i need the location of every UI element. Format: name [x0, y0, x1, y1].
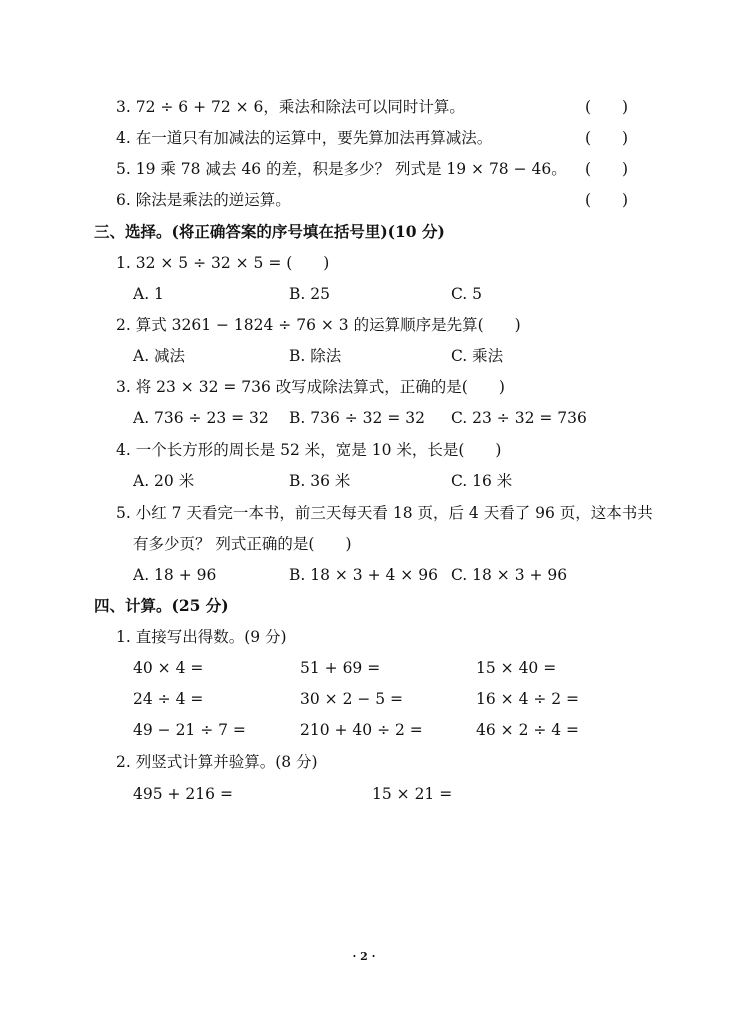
page-number: · 2 ·: [352, 950, 376, 963]
section3-heading: 三、选择。(将正确答案的序号填在括号里)(10 分): [94, 222, 445, 241]
choice-5-option-a: A. 18 + 96: [133, 566, 217, 584]
calc-item: 40 × 4 =: [133, 659, 204, 677]
calc-item: 15 × 40 =: [476, 659, 557, 677]
choice-question-1: 1. 32 × 5 ÷ 32 × 5 = ( ): [116, 254, 330, 272]
calc-item: 210 + 40 ÷ 2 =: [300, 721, 423, 739]
tf-item-6: 6. 除法是乘法的逆运算。: [116, 191, 291, 209]
calc-part2-title: 2. 列竖式计算并验算。(8 分): [116, 753, 318, 771]
choice-1-option-a: A. 1: [133, 285, 164, 303]
choice-question-5: 5. 小红 7 天看完一本书，前三天每天看 18 页，后 4 天看了 96 页，这本书共: [116, 504, 653, 522]
calc-item: 30 × 2 − 5 =: [300, 690, 404, 708]
calc-part1-title: 1. 直接写出得数。(9 分): [116, 628, 287, 646]
choice-2-option-a: A. 减法: [133, 347, 186, 365]
vertical-calc-item: 495 + 216 =: [133, 785, 233, 803]
tf-item-3: 3. 72 ÷ 6 + 72 × 6，乘法和除法可以同时计算。: [116, 98, 465, 116]
choice-4-option-c: C. 16 米: [451, 472, 513, 490]
tf-answer-paren-4[interactable]: ( ): [585, 129, 629, 147]
choice-1-option-c: C. 5: [451, 285, 483, 303]
vertical-calc-item: 15 × 21 =: [372, 785, 453, 803]
choice-3-option-a: A. 736 ÷ 23 = 32: [133, 409, 269, 427]
choice-1-option-b: B. 25: [289, 285, 330, 303]
choice-3-option-c: C. 23 ÷ 32 = 736: [451, 409, 587, 427]
tf-answer-paren-6[interactable]: ( ): [585, 191, 629, 209]
calc-item: 46 × 2 ÷ 4 =: [476, 721, 580, 739]
choice-question-5-cont: 有多少页？ 列式正确的是( ): [133, 535, 352, 553]
section4-heading: 四、计算。(25 分): [94, 596, 229, 615]
choice-4-option-b: B. 36 米: [289, 472, 351, 490]
calc-item: 51 + 69 =: [300, 659, 381, 677]
calc-item: 16 × 4 ÷ 2 =: [476, 690, 580, 708]
choice-question-4: 4. 一个长方形的周长是 52 米，宽是 10 米，长是( ): [116, 441, 502, 459]
tf-item-4: 4. 在一道只有加减法的运算中，要先算加法再算减法。: [116, 129, 493, 147]
tf-item-5: 5. 19 乘 78 减去 46 的差，积是多少？ 列式是 19 × 78 − 46。: [116, 160, 567, 178]
tf-answer-paren-5[interactable]: ( ): [585, 160, 629, 178]
choice-4-option-a: A. 20 米: [133, 472, 195, 490]
choice-3-option-b: B. 736 ÷ 32 = 32: [289, 409, 425, 427]
calc-item: 24 ÷ 4 =: [133, 690, 204, 708]
choice-2-option-c: C. 乘法: [451, 347, 504, 365]
choice-question-3: 3. 将 23 × 32 = 736 改写成除法算式，正确的是( ): [116, 378, 505, 396]
choice-question-2: 2. 算式 3261 − 1824 ÷ 76 × 3 的运算顺序是先算( ): [116, 316, 521, 334]
choice-5-option-c: C. 18 × 3 + 96: [451, 566, 568, 584]
calc-item: 49 − 21 ÷ 7 =: [133, 721, 246, 739]
tf-answer-paren-3[interactable]: ( ): [585, 98, 629, 116]
choice-5-option-b: B. 18 × 3 + 4 × 96: [289, 566, 438, 584]
choice-2-option-b: B. 除法: [289, 347, 342, 365]
